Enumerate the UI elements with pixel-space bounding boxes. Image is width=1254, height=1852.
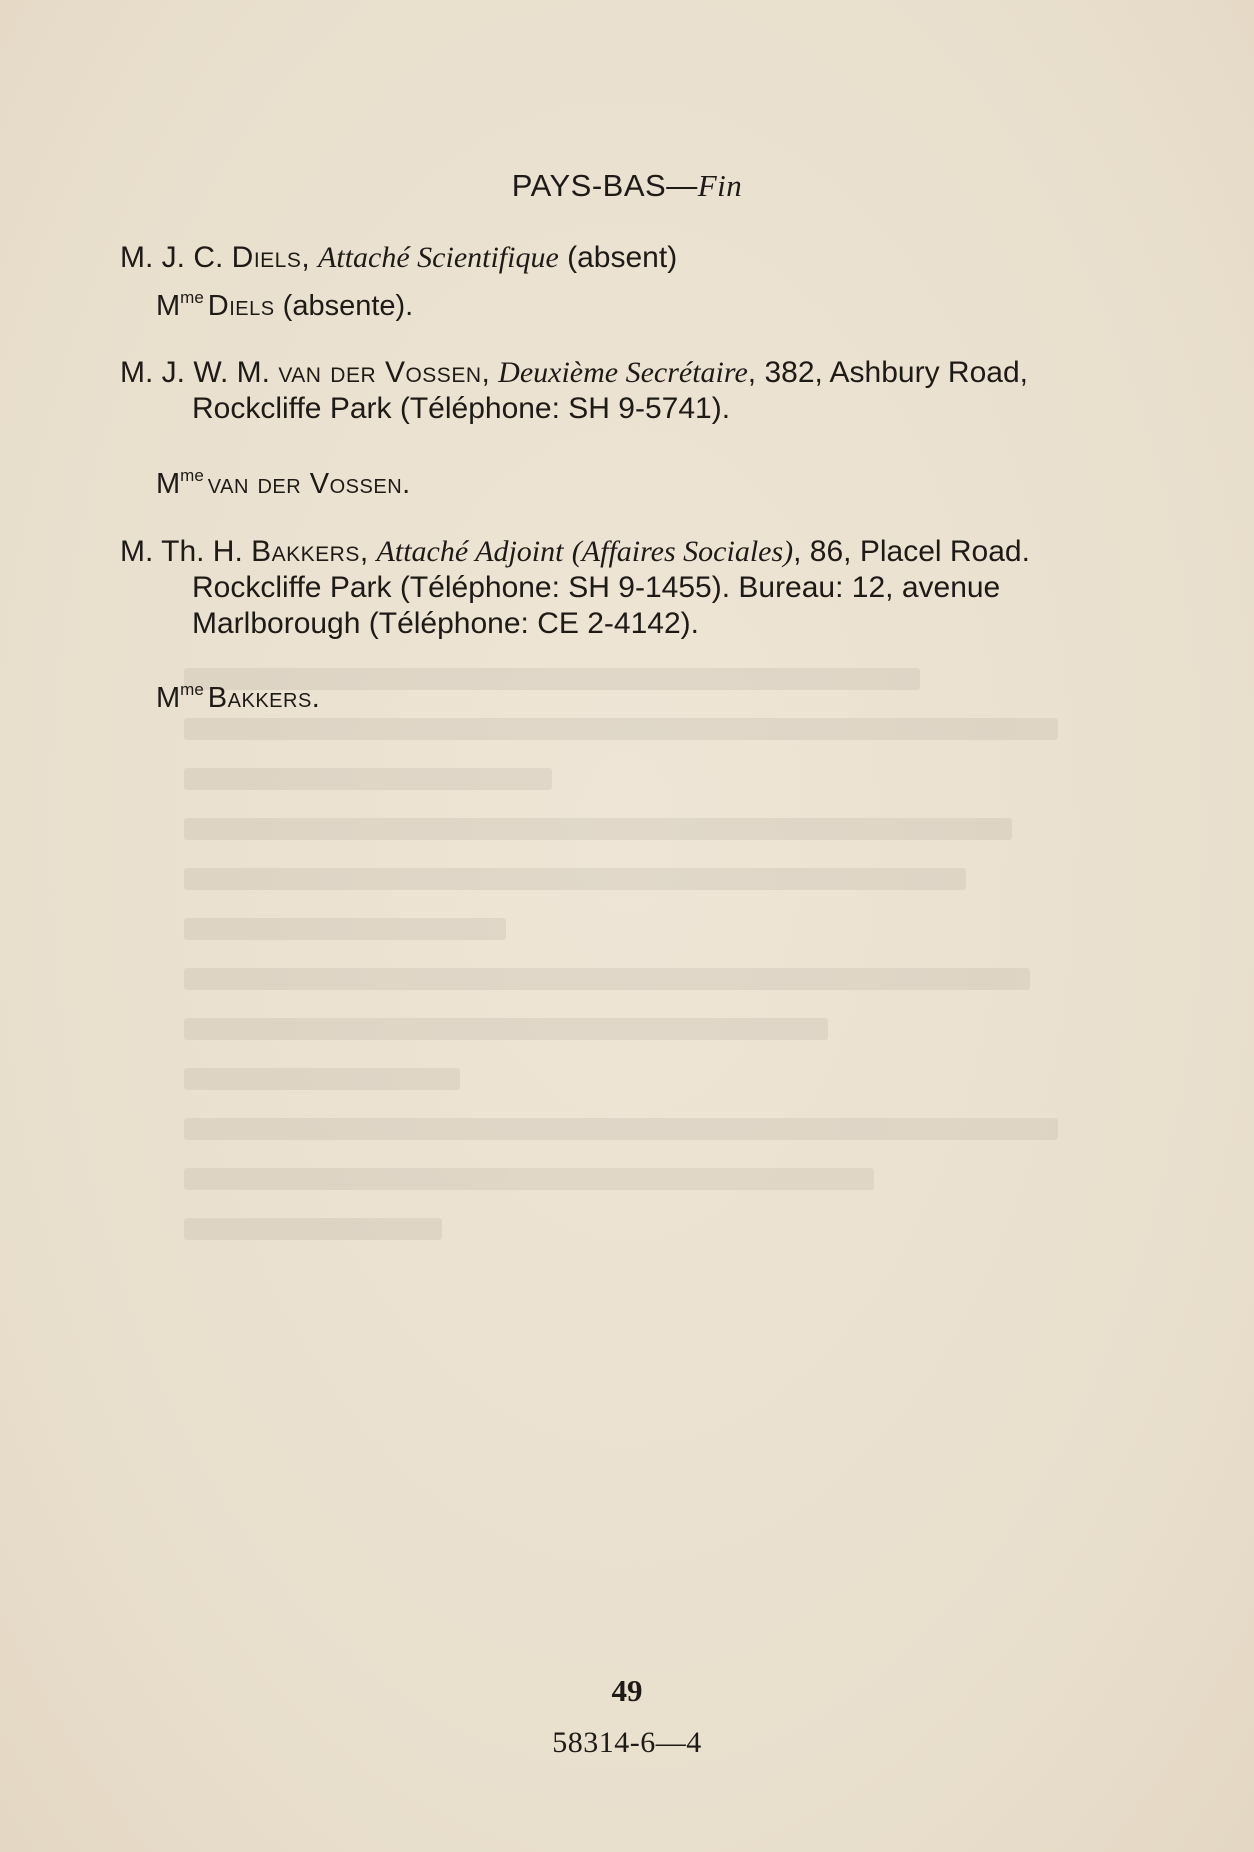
spouse-sup: me (180, 288, 204, 307)
entry-details: , 382, Ashbury Road, Rockcliffe Park (Téléphone: SH 9-5741). (192, 356, 1028, 425)
spouse-entry (156, 466, 410, 501)
entry-prefix: M. Th. H. (120, 535, 252, 568)
spouse-entry (156, 288, 413, 323)
spouse-prefix: M (156, 682, 181, 714)
spouse-prefix: M (156, 468, 181, 500)
spouse-note: . (402, 468, 411, 500)
entry-title: Attaché Scientifique (318, 241, 559, 274)
page-heading (0, 168, 1254, 204)
spouse-sup: me (180, 466, 204, 485)
entry-details: , 86, Placel Road. Rockcliffe Park (Téléphone: SH 9-1455). Bureau: 12, avenue Marlborough (Téléphone: CE 2-4142). (192, 535, 1030, 640)
diplomat-entry: M. Th. H. Bakkers, Attaché Adjoint (Affaires Sociales), 86, Placel Road. Rockcliffe Park (Téléphone: SH 9-1455). Bureau: 12, avenue Marlborough (Téléphone: CE 2-4142). (120, 535, 1030, 640)
entry-name: Bakkers (251, 535, 360, 568)
entry-name: van der Vossen (278, 356, 482, 389)
diplomat-entry: M. J. W. M. van der Vossen, Deuxième Secrétaire, 382, Ashbury Road, Rockcliffe Park (Téléphone: SH 9-5741). (120, 356, 1028, 425)
spouse-sup: me (180, 680, 204, 699)
entry-title-extra: (Affaires Sociales) (571, 535, 794, 568)
spouse-note: (absente). (274, 290, 414, 322)
spouse-prefix: M (156, 290, 181, 322)
spouse-name: Diels (207, 290, 275, 322)
entry-details: (absent) (558, 241, 678, 274)
spouse-name: Bakkers (207, 682, 312, 714)
spouse-entry (156, 680, 320, 715)
entry-prefix: M. J. C. (120, 241, 232, 274)
entry-prefix: M. J. W. M. (120, 356, 279, 389)
spouse-note: . (311, 682, 320, 714)
entry-name: Diels (231, 241, 302, 274)
page-number: 49 (611, 1673, 643, 1708)
heading-suffix: Fin (697, 168, 743, 203)
print-code: 58314-6—4 (552, 1726, 702, 1759)
bleed-through-text (184, 640, 1104, 1300)
heading-country: PAYS-BAS— (511, 168, 698, 203)
spouse-name: van der Vossen (207, 468, 403, 500)
diplomat-entry: M. J. C. Diels, Attaché Scientifique (absent) (120, 241, 678, 274)
entry-title: Deuxième Secrétaire (498, 356, 748, 389)
entry-title: Attaché Adjoint (376, 535, 564, 568)
